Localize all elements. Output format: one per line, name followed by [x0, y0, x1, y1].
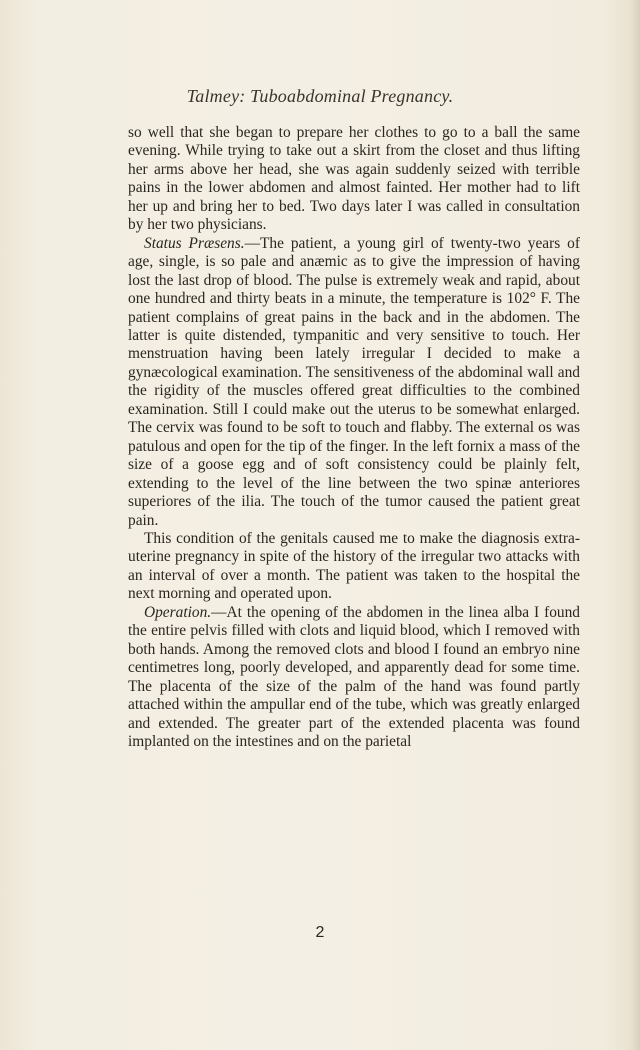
page-number: 2 — [315, 924, 325, 941]
running-title: Talmey: Tuboabdominal Pregnancy. — [186, 86, 454, 106]
paragraph-text: —At the opening of the abdomen in the linea alba I found the entire pelvis filled with clots and liquid blood, which I removed with both hands. Among the removed clots and blood I found an embryo nine centimetres long, poorly developed, and apparently dead for some time. The placenta of the size of the palm of the hand was found partly attached within the ampullar end of the tube, which was greatly enlarged and extended. The greater part of the extended placenta was found implanted on the intestines and on the parietal — [128, 603, 580, 750]
paragraph-text: —The patient, a young girl of twenty-two years of age, single, is so pale and anæmic as to give the impression of having lost the last drop of blood. The pulse is extremely weak and rapid, about one hundred and thirty beats in a minute, the temperature is 102° F. The patient complains of great pains in the back and in the abdomen. The latter is quite distended, tympanitic and very sensitive to touch. Her menstruation having been lately irregular I decided to make a gynæcological examination. The sensitiveness of the abdominal wall and the rigidity of the muscles offered great difficulties to the combined examination. Still I could make out the uterus to be somewhat enlarged. The cervix was found to be soft to touch and flabby. The external os was patulous and open for the tip of the finger. In the left fornix a mass of the size of a goose egg and of soft consistency could be plainly felt, extending to the level of the line between the two spinæ anteriores superiores of the ilia. The touch of the tumor caused the patient great pain. — [128, 234, 580, 529]
body-text — [128, 124, 580, 751]
paragraph-status-praesens — [128, 235, 580, 530]
paragraph-label: Status Præsens. — [144, 234, 245, 252]
paragraph-operation — [128, 604, 580, 752]
paragraph-label: Operation. — [144, 603, 212, 621]
paragraph-text: so well that she began to prepare her clothes to go to a ball the same evening. While trying to take out a skirt from the closet and thus lifting her arms above her head, she was again suddenly seized with terrible pains in the lower abdomen and almost fainted. Her mother had to lift her up and bring her to bed. Two days later I was called in consultation by her two physicians. — [128, 124, 580, 234]
paragraph-diagnosis — [128, 530, 580, 604]
paragraph-text: This condition of the genitals caused me to make the diagnosis extra-uterine pregnancy in spite of the history of the irregular two attacks with an interval of over a month. The patient was taken to the hospital the next morning and operated upon. — [128, 529, 580, 603]
page-edge-shadow — [630, 0, 640, 1050]
paragraph-continuation — [128, 124, 580, 235]
